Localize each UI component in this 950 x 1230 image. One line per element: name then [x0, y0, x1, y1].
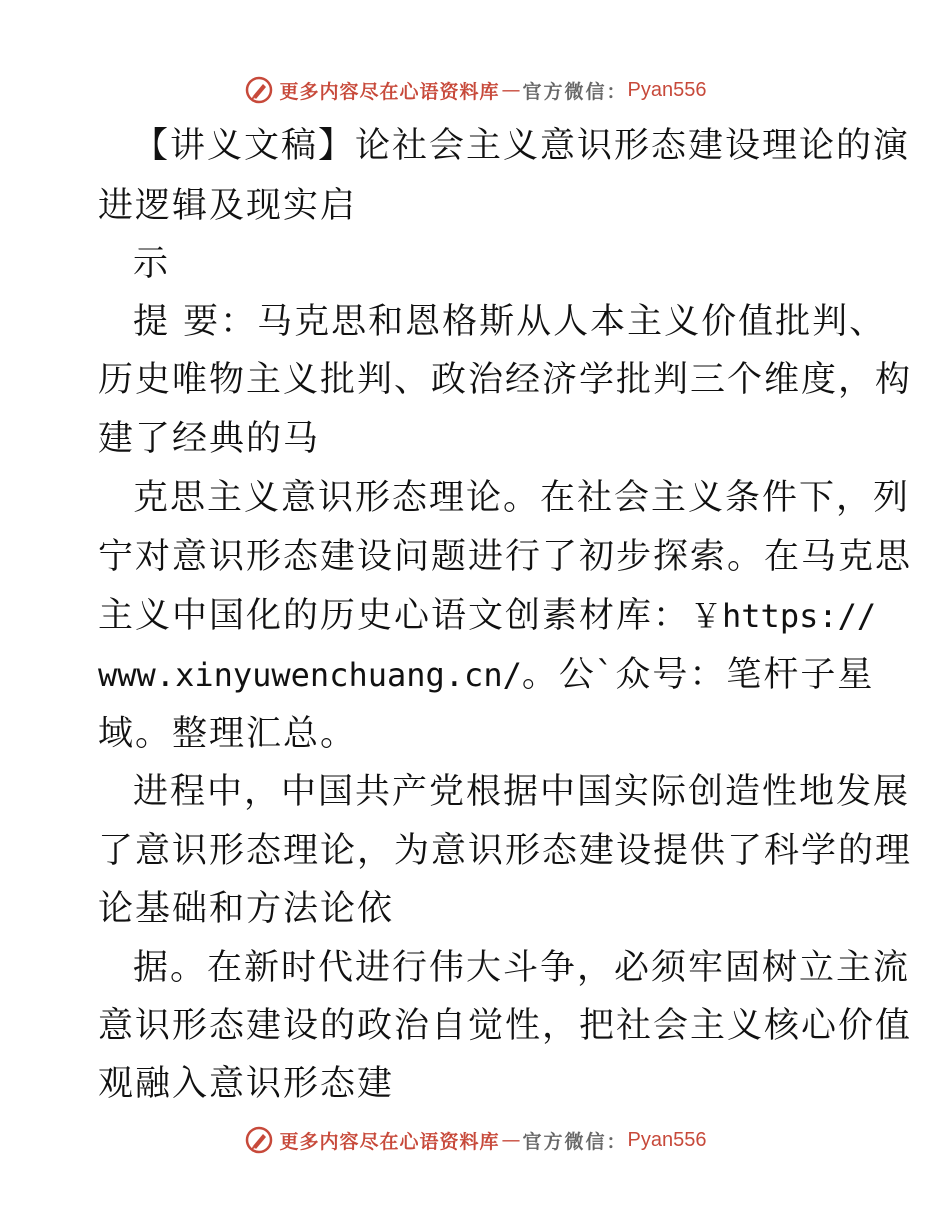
body-line: [98, 655, 874, 695]
header-banner: [0, 70, 950, 110]
body-line: 论基础和方法论依: [98, 889, 395, 929]
document-title-line-2: 进逻辑及现实启: [98, 186, 358, 226]
footer-banner: [0, 1120, 950, 1160]
body-line: 观融入意识形态建: [98, 1064, 395, 1104]
banner-dash: —: [501, 79, 521, 101]
body-line: 域。整理汇总。: [98, 714, 358, 754]
pen-logo-icon: [244, 1125, 274, 1155]
body-line: [98, 596, 876, 636]
banner-dash: —: [501, 1129, 521, 1151]
body-line: 据。在新时代进行伟大斗争，必须牢固树立主流: [133, 948, 911, 988]
body-line: 宁对意识形态建设问题进行了初步探索。在马克思: [98, 537, 913, 577]
banner-wechat-id: Pyan556: [627, 78, 707, 101]
banner-wechat-label: 官方微信：: [522, 80, 628, 103]
body-line: 意识形态建设的政治自觉性，把社会主义核心价值: [98, 1006, 913, 1046]
body-line-text: 主义中国化的历史心语文创素材库：: [98, 596, 691, 636]
abstract-line: 建了经典的马: [98, 419, 321, 459]
abstract-line: 提 要：马克思和恩格斯从人本主义价值批判、: [133, 302, 887, 342]
body-line: 了意识形态理论，为意识形态建设提供了科学的理: [98, 831, 913, 871]
banner-wechat-label: 官方微信：: [522, 1130, 628, 1153]
banner-wechat-id: Pyan556: [627, 1128, 707, 1151]
pen-logo-icon: [244, 75, 274, 105]
document-title-line-3: 示: [133, 244, 171, 284]
url-prefix: ￥https://: [690, 597, 877, 635]
banner-site-text: 更多内容尽在心语资料库: [279, 80, 500, 103]
abstract-line: 历史唯物主义批判、政治经济学批判三个维度，构: [98, 360, 913, 400]
body-line-text: 。公`众号：笔杆子星: [521, 655, 875, 695]
banner-site-text: 更多内容尽在心语资料库: [279, 1130, 500, 1153]
body-line: 克思主义意识形态理论。在社会主义条件下，列: [133, 478, 911, 518]
document-title-line-1: 【讲义文稿】论社会主义意识形态建设理论的演: [133, 126, 911, 166]
body-line: 进程中，中国共产党根据中国实际创造性地发展: [133, 772, 911, 812]
website-url: www.xinyuwenchuang.cn/: [98, 656, 522, 694]
